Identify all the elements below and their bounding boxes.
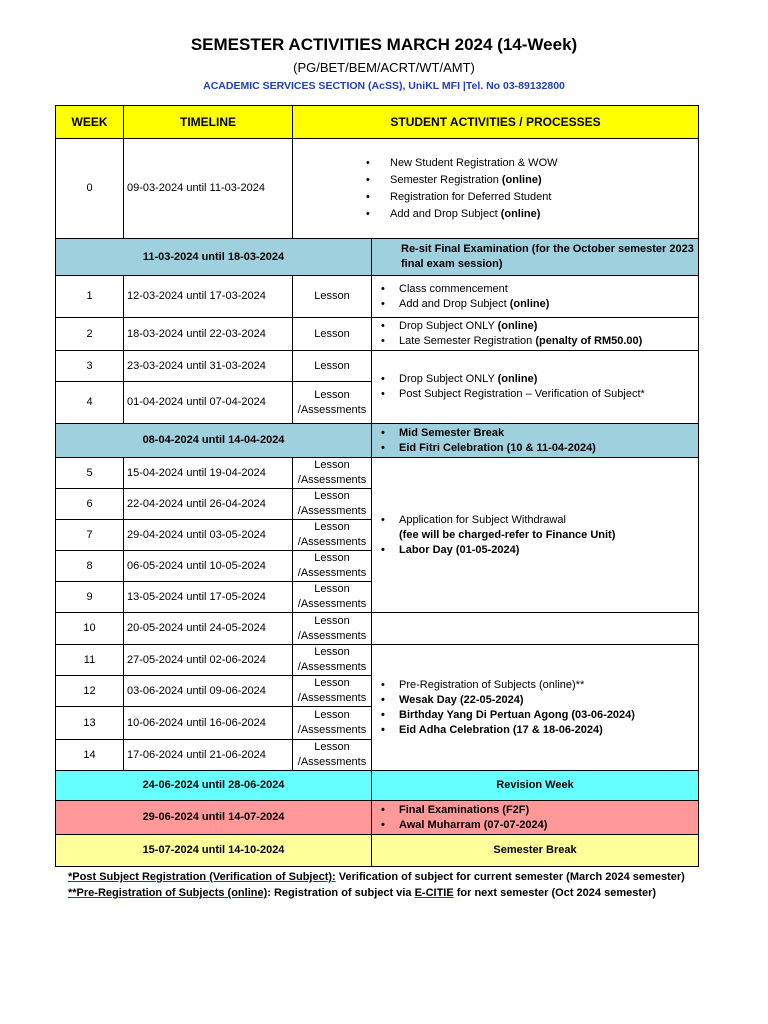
timeline-cell: 03-06-2024 until 09-06-2024 — [124, 676, 293, 707]
footnote-pre-registration: **Pre-Registration of Subjects (online): Registration of subject via E-CITIE for next semester (Oct 2024 semester) — [68, 887, 657, 899]
week-cell: 7 — [56, 520, 124, 551]
timeline-cell: 13-05-2024 until 17-05-2024 — [124, 582, 293, 613]
list-item: • Class commencement — [375, 282, 695, 297]
activities-cell — [372, 424, 699, 458]
list-item: • Awal Muharram (07-07-2024) — [375, 818, 695, 833]
table-row-finals — [56, 801, 699, 835]
schedule-table — [55, 105, 699, 867]
timeline-cell: 10-06-2024 until 16-06-2024 — [124, 707, 293, 740]
timeline-cell: 15-04-2024 until 19-04-2024 — [124, 458, 293, 489]
timeline-cell: 23-03-2024 until 31-03-2024 — [124, 351, 293, 382]
week-cell: 5 — [56, 458, 124, 489]
list-item: • Application for Subject Withdrawal — [375, 513, 695, 528]
timeline-cell: 24-06-2024 until 28-06-2024 — [56, 771, 372, 801]
type-cell: Lesson /Assessments — [293, 582, 372, 613]
list-item: • Late Semester Registration (penalty of RM50.00) — [375, 334, 695, 349]
table-row-revision — [56, 771, 699, 801]
list-item: • Eid Fitri Celebration (10 & 11-04-2024) — [375, 441, 695, 456]
week-cell: 12 — [56, 676, 124, 707]
timeline-cell: 18-03-2024 until 22-03-2024 — [124, 318, 293, 351]
activities-cell — [372, 351, 699, 424]
week-cell: 8 — [56, 551, 124, 582]
activities-cell: Revision Week — [372, 771, 699, 801]
page-subtitle: (PG/BET/BEM/ACRT/WT/AMT) — [293, 60, 475, 75]
week-cell: 0 — [56, 139, 124, 239]
page-title: SEMESTER ACTIVITIES MARCH 2024 (14-Week) — [190, 35, 578, 54]
footnote-label: *Post Subject Registration (Verification of Subject): — [68, 871, 336, 883]
table-row-semester-break — [56, 835, 699, 867]
table-row-week-3 — [56, 351, 699, 382]
week-cell: 2 — [56, 318, 124, 351]
week-cell: 9 — [56, 582, 124, 613]
timeline-cell: 22-04-2024 until 26-04-2024 — [124, 489, 293, 520]
type-cell: Lesson /Assessments — [293, 740, 372, 771]
table-row-resit — [56, 239, 699, 276]
table-row-week-11 — [56, 645, 699, 676]
week-cell: 6 — [56, 489, 124, 520]
type-cell: Lesson /Assessments — [293, 489, 372, 520]
list-item: • Mid Semester Break — [375, 426, 695, 441]
timeline-cell: 06-05-2024 until 10-05-2024 — [124, 551, 293, 582]
timeline-cell: 08-04-2024 until 14-04-2024 — [56, 424, 372, 458]
type-cell: Lesson /Assessments — [293, 520, 372, 551]
timeline-cell: 29-06-2024 until 14-07-2024 — [56, 801, 372, 835]
week-cell: 14 — [56, 740, 124, 771]
list-item: • Pre-Registration of Subjects (online)** — [375, 678, 695, 693]
activities-cell — [372, 276, 699, 318]
activities-cell — [372, 318, 699, 351]
type-cell: Lesson — [293, 318, 372, 351]
type-cell: Lesson /Assessments — [293, 707, 372, 740]
week-cell: 3 — [56, 351, 124, 382]
footnote-post-registration: *Post Subject Registration (Verification of Subject): Verification of subject for current semester (March 2024 semester) — [68, 871, 685, 883]
activities-cell: Re-sit Final Examination (for the October semester 2023 final exam session) — [372, 239, 699, 276]
withdrawal-note: (fee will be charged-refer to Finance Unit) — [399, 528, 616, 541]
list-item: • Labor Day (01-05-2024) — [375, 543, 695, 558]
list-item: • New Student Registration & WOW — [296, 156, 695, 171]
header-week: WEEK — [56, 106, 124, 139]
timeline-cell: 20-05-2024 until 24-05-2024 — [124, 613, 293, 645]
list-item: • Drop Subject ONLY (online) — [375, 319, 695, 334]
list-item: • Add and Drop Subject (online) — [296, 207, 695, 222]
list-item: • Post Subject Registration – Verification of Subject* — [375, 387, 695, 402]
list-item: • Semester Registration (online) — [296, 173, 695, 188]
footnotes — [68, 869, 685, 901]
footnote-label: **Pre-Registration of Subjects (online) — [68, 887, 268, 899]
week-cell: 13 — [56, 707, 124, 740]
list-item: • Final Examinations (F2F) — [375, 803, 695, 818]
list-item: • Wesak Day (22-05-2024) — [375, 693, 695, 708]
timeline-cell: 29-04-2024 until 03-05-2024 — [124, 520, 293, 551]
week-cell: 10 — [56, 613, 124, 645]
header-row — [56, 106, 699, 139]
table-row-week-2 — [56, 318, 699, 351]
list-item: • Drop Subject ONLY (online) — [375, 372, 695, 387]
timeline-cell: 17-06-2024 until 21-06-2024 — [124, 740, 293, 771]
type-cell: Lesson /Assessments — [293, 458, 372, 489]
timeline-cell: 15-07-2024 until 14-10-2024 — [56, 835, 372, 867]
activities-cell — [372, 645, 699, 771]
type-cell: Lesson /Assessments — [293, 676, 372, 707]
week-cell: 4 — [56, 382, 124, 424]
type-cell: Lesson — [293, 276, 372, 318]
activities-cell — [372, 458, 699, 613]
list-item: • Add and Drop Subject (online) — [375, 297, 695, 312]
list-item: • Eid Adha Celebration (17 & 18-06-2024) — [375, 723, 695, 738]
timeline-cell: 27-05-2024 until 02-06-2024 — [124, 645, 293, 676]
timeline-cell: 11-03-2024 until 18-03-2024 — [56, 239, 372, 276]
table-row-week-5 — [56, 458, 699, 489]
table-row-mid-break — [56, 424, 699, 458]
week-cell: 1 — [56, 276, 124, 318]
header-activities: STUDENT ACTIVITIES / PROCESSES — [293, 106, 699, 139]
timeline-cell: 09-03-2024 until 11-03-2024 — [124, 139, 293, 239]
type-cell: Lesson /Assessments — [293, 645, 372, 676]
type-cell: Lesson /Assessments — [293, 551, 372, 582]
activities-cell — [372, 613, 699, 645]
type-cell: Lesson /Assessments — [293, 382, 372, 424]
timeline-cell: 12-03-2024 until 17-03-2024 — [124, 276, 293, 318]
table-row-week-1 — [56, 276, 699, 318]
type-cell: Lesson — [293, 351, 372, 382]
list-item: • Birthday Yang Di Pertuan Agong (03-06-2024) — [375, 708, 695, 723]
table-row-week-0 — [56, 139, 699, 239]
list-item: • Registration for Deferred Student — [296, 190, 695, 205]
section-contact: ACADEMIC SERVICES SECTION (AcSS), UniKL MFI |Tel. No 03-89132800 — [203, 80, 565, 92]
type-cell: Lesson /Assessments — [293, 613, 372, 645]
activities-cell: Semester Break — [372, 835, 699, 867]
header-timeline: TIMELINE — [124, 106, 293, 139]
activities-cell — [293, 139, 699, 239]
timeline-cell: 01-04-2024 until 07-04-2024 — [124, 382, 293, 424]
table-row-week-10 — [56, 613, 699, 645]
e-citie-link[interactable]: E-CITIE — [414, 887, 454, 899]
week-cell: 11 — [56, 645, 124, 676]
activities-cell — [372, 801, 699, 835]
